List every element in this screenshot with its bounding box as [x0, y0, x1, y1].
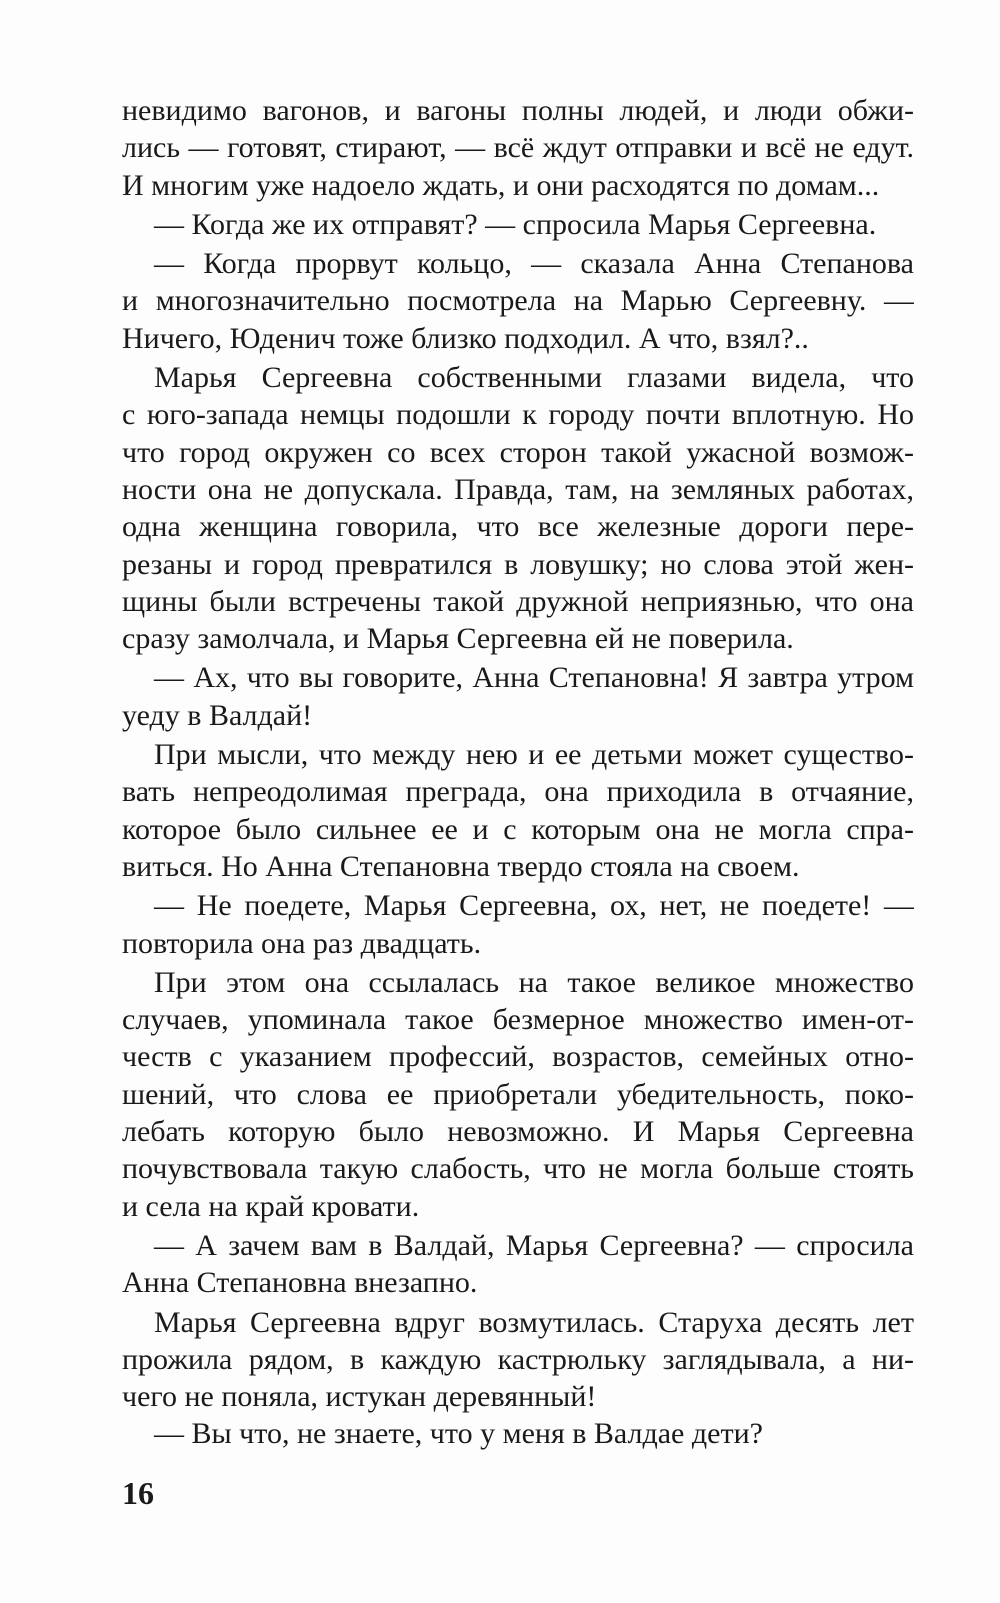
text-line: — Ах, что вы говорите, Анна Степановна! Я завтра утром [154, 661, 914, 695]
page-number: 16 [122, 1475, 154, 1511]
text-line: сразу замолчала, и Марья Сергеевна ей не поверила. [122, 622, 794, 656]
text-line: — А зачем вам в Валдай, Марья Сергеевна? — спросила [154, 1228, 914, 1262]
text-line: что город окружен со всех сторон такой ужасной возмож- [122, 435, 914, 469]
text-line: уеду в Валдай! [122, 698, 313, 732]
text-line: виться. Но Анна Степановна твердо стояла на своем. [122, 849, 800, 883]
text-line: — Когда же их отправят? — спросила Марья Сергеевна. [154, 207, 877, 241]
text-line: — Когда прорвут кольцо, — сказала Анна Степанова [154, 247, 914, 281]
text-line: одна женщина говорила, что все железные дороги пере- [122, 510, 914, 544]
body-text [122, 92, 914, 1453]
text-line: При этом она ссылалась на такое великое множество [154, 965, 914, 999]
text-line: случаев, упоминала такое безмерное множество имен-от- [122, 1003, 914, 1037]
text-line: резаны и город превратился в ловушку; но слова этой жен- [122, 547, 914, 581]
text-line: лись — готовят, стирают, — всё ждут отправки и всё не едут. [122, 131, 914, 165]
text-line: щины были встречены такой дружной неприязнью, что она [122, 584, 914, 618]
text-line: чего не поняла, истукан деревянный! [122, 1380, 597, 1414]
text-line: и села на край кровати. [122, 1189, 420, 1223]
text-line: Ничего, Юденич тоже близко подходил. А что, взял?.. [122, 321, 809, 355]
text-line: — Не поедете, Марья Сергеевна, ох, нет, не поедете! — [154, 889, 914, 923]
text-line: честв с указанием профессий, возрастов, семейных отно- [122, 1040, 914, 1074]
text-line: прожила рядом, в каждую кастрюльку заглядывала, а ни- [122, 1342, 914, 1376]
text-line: невидимо вагонов, и вагоны полны людей, и люди обжи- [122, 94, 914, 127]
text-line: шений, что слова ее приобретали убедительность, поко- [122, 1077, 914, 1111]
text-line: которое было сильнее ее и с которым она не могла спра- [122, 812, 914, 846]
text-line: Марья Сергеевна вдруг возмутилась. Старуха десять лет [154, 1305, 914, 1339]
text-line: Марья Сергеевна собственными глазами видела, что [154, 361, 914, 395]
text-line: При мысли, что между нею и ее детьми может существо- [154, 738, 914, 772]
text-line: почувствовала такую слабость, что не могла больше стоять [122, 1152, 914, 1186]
text-line: повторила она раз двадцать. [122, 926, 482, 960]
text-line: — Вы что, не знаете, что у меня в Валдае дети? [154, 1417, 763, 1451]
text-line: с юго-запада немцы подошли к городу почти вплотную. Но [122, 398, 914, 432]
text-line: и многозначительно посмотрела на Марью Сергеевну. — [122, 284, 914, 318]
text-line: ности она не допускала. Правда, там, на земляных работах, [122, 472, 914, 506]
text-line: вать непреодолимая преграда, она приходила в отчаяние, [122, 775, 914, 809]
text-line: лебать которую было невозможно. И Марья Сергеевна [122, 1115, 914, 1149]
text-line: Анна Степановна внезапно. [122, 1266, 478, 1300]
text-line: И многим уже надоело ждать, и они расходятся по домам... [122, 168, 880, 202]
